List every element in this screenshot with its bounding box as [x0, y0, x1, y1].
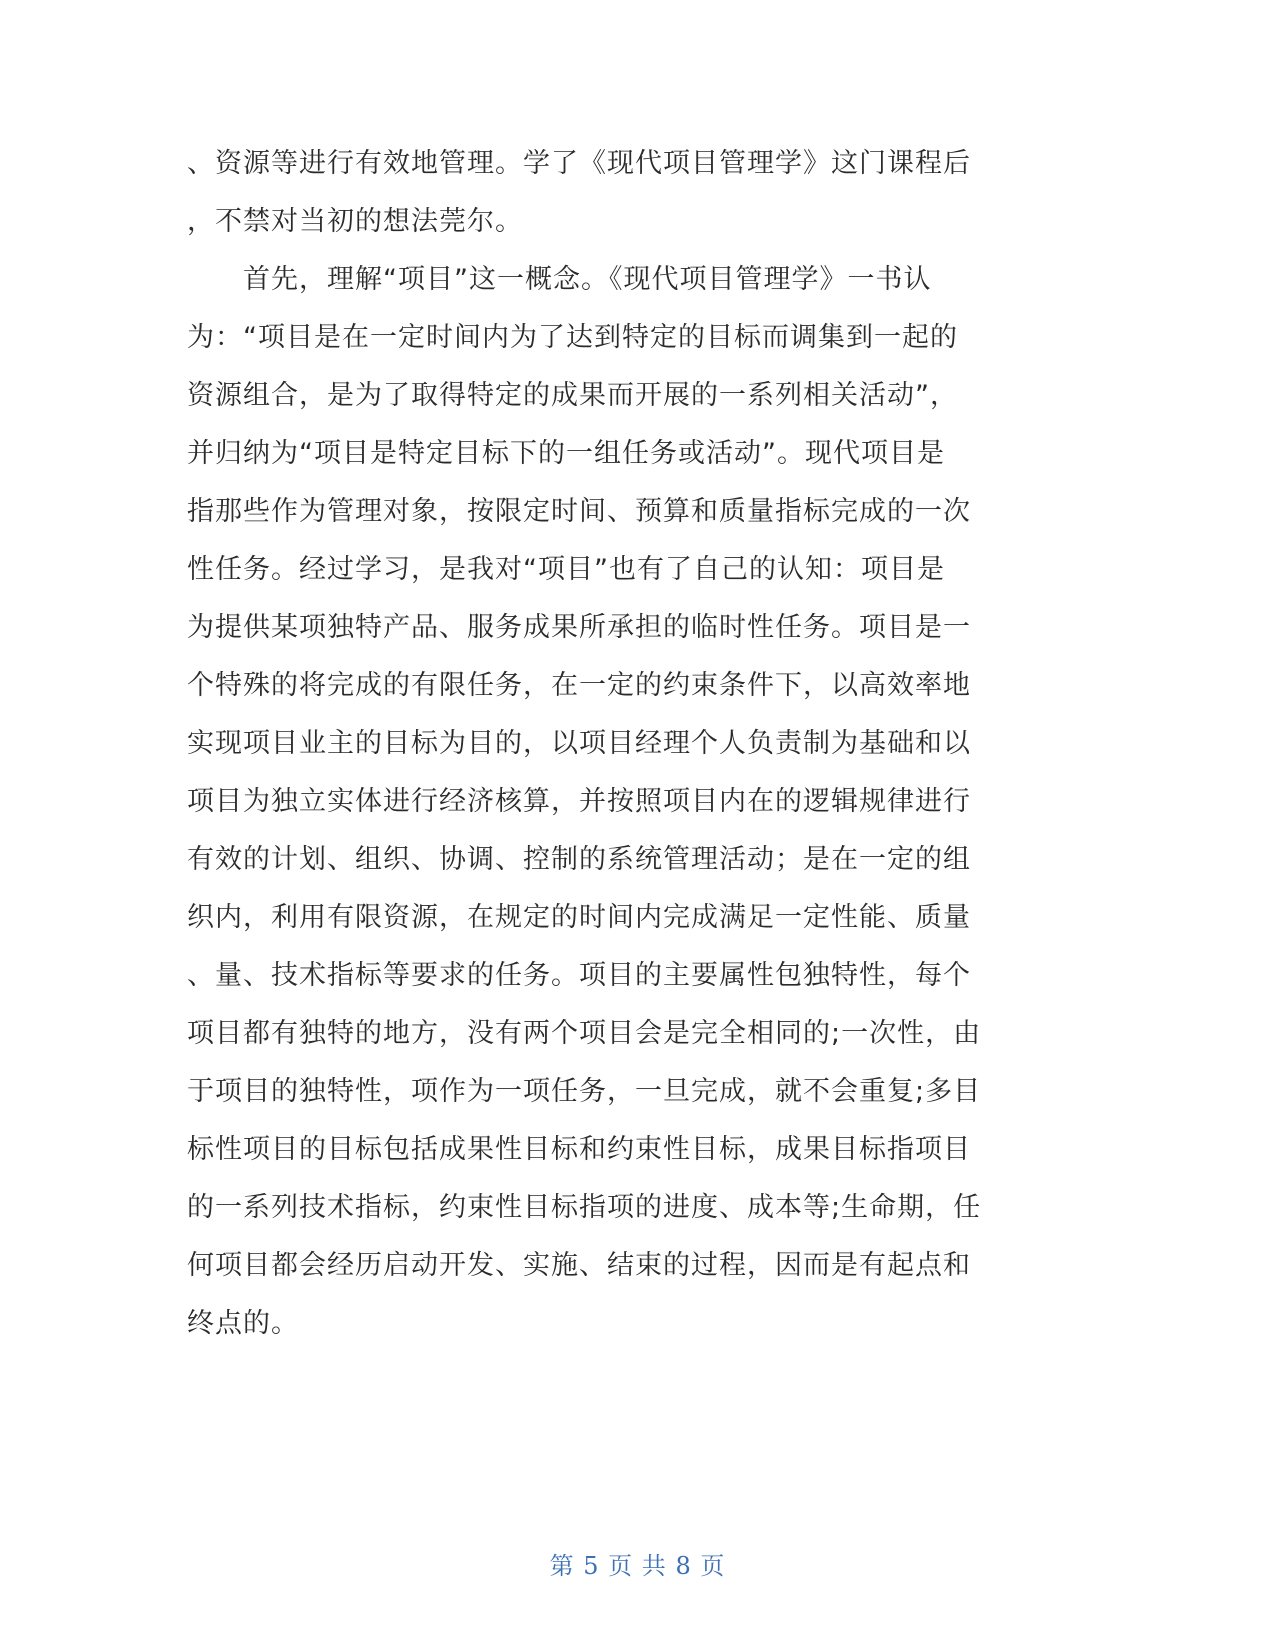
text-line: 标性项目的目标包括成果性目标和约束性目标，成果目标指项目 — [187, 1134, 971, 1165]
text-line: 有效的计划、组织、协调、控制的系统管理活动；是在一定的组 — [187, 844, 971, 875]
text-line: 、量、技术指标等要求的任务。项目的主要属性包独特性，每个 — [187, 960, 971, 991]
text-line: 实现项目业主的目标为目的，以项目经理个人负责制为基础和以 — [187, 728, 971, 759]
text-line: 为提供某项独特产品、服务成果所承担的临时性任务。项目是一 — [187, 612, 971, 643]
text-line: 项目都有独特的地方，没有两个项目会是完全相同的;一次性，由 — [187, 1018, 982, 1049]
text-line: 性任务。经过学习，是我对“项目”也有了自己的认知：项目是 — [187, 554, 945, 585]
text-line: 并归纳为“项目是特定目标下的一组任务或活动”。现代项目是 — [187, 438, 945, 469]
text-line: 于项目的独特性，项作为一项任务，一旦完成，就不会重复;多目 — [187, 1076, 982, 1107]
text-line: 个特殊的将完成的有限任务，在一定的约束条件下，以高效率地 — [187, 670, 971, 701]
text-line: ，不禁对当初的想法莞尔。 — [187, 206, 523, 237]
text-line: 织内，利用有限资源，在规定的时间内完成满足一定性能、质量 — [187, 902, 971, 933]
text-line: 资源组合，是为了取得特定的成果而开展的一系列相关活动”， — [187, 380, 958, 411]
text-line: 指那些作为管理对象，按限定时间、预算和质量指标完成的一次 — [187, 496, 971, 527]
text-line: 项目为独立实体进行经济核算，并按照项目内在的逻辑规律进行 — [187, 786, 971, 817]
text-line: 终点的。 — [187, 1308, 299, 1339]
text-line: 的一系列技术指标，约束性目标指项的进度、成本等;生命期，任 — [187, 1192, 982, 1223]
text-line: 何项目都会经历启动开发、实施、结束的过程，因而是有起点和 — [187, 1250, 971, 1281]
text-line: 、资源等进行有效地管理。学了《现代项目管理学》这门课程后 — [187, 148, 971, 179]
page-number-footer: 第 5 页 共 8 页 — [549, 1552, 726, 1580]
text-line: 为：“项目是在一定时间内为了达到特定的目标而调集到一起的 — [187, 322, 958, 353]
text-line: 首先，理解“项目”这一概念。《现代项目管理学》一书认 — [187, 264, 932, 295]
